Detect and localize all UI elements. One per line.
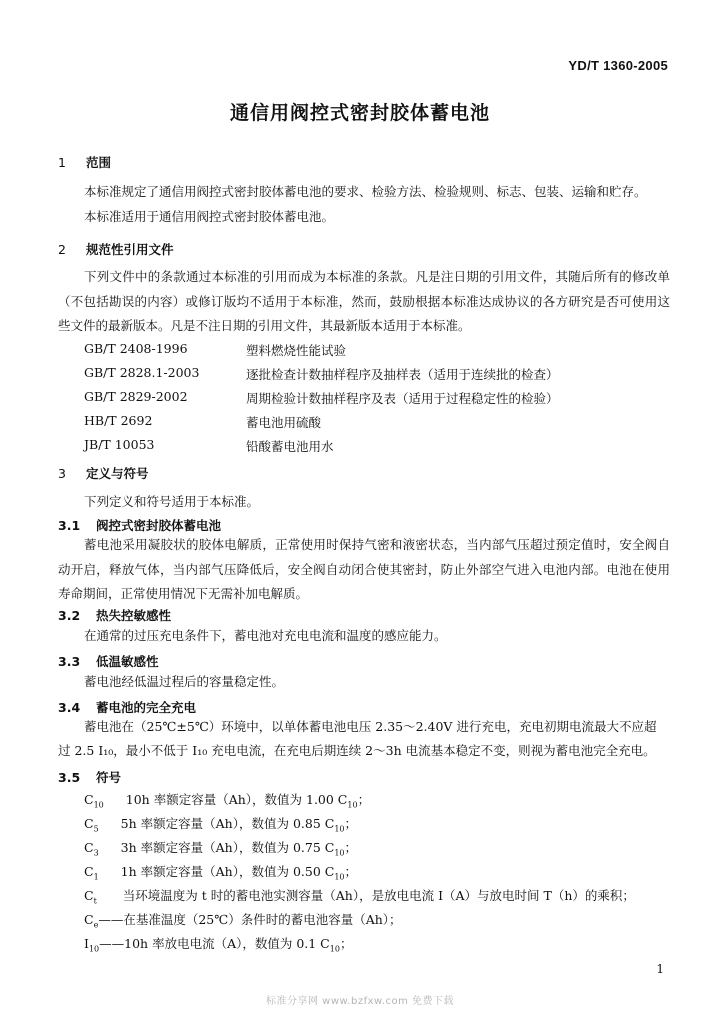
section-3-3-paragraph: 蓄电池经低温过程后的容量稳定性。 [84, 674, 285, 689]
reference-code: GB/T 2408-1996 [84, 341, 188, 356]
symbol-definition: $C_5$ 5h 率额定容量（Ah），数值为 0.85 $C_{10}$； [84, 816, 358, 834]
section-3-heading: 3 定义与符号 [58, 466, 149, 481]
section-3-4-heading: 3.4 蓄电池的完全充电 [58, 700, 197, 715]
reference-name: 周期检验计数抽样程序及表（适用于过程稳定性的检验） [246, 391, 559, 406]
reference-name: 塑料燃烧性能试验 [246, 343, 347, 358]
section-3-2-heading: 3.2 热失控敏感性 [58, 608, 172, 623]
watermark-footer: 标准分享网 www.bzfxw.com 免费下载 [266, 996, 454, 1007]
symbol-definition: $C_t$ 当环境温度为 t 时的蓄电池实测容量（Ah），是放电电流 I（A）与放电时间 T（h）的乘积； [84, 888, 635, 906]
reference-name: 逐批检查计数抽样程序及抽样表（适用于连续批的检查） [246, 367, 559, 382]
reference-code: GB/T 2828.1-2003 [84, 365, 200, 380]
reference-code: HB/T 2692 [84, 413, 153, 428]
section-3-4-line-2: 过 2.5 I₁₀，最小不低于 I₁₀ 充电电流，在充电后期连续 2～3h 电流基本稳定不变，则视为蓄电池完全充电。 [58, 743, 656, 758]
symbol-definition: $C_1$ 1h 率额定容量（Ah），数值为 0.50 $C_{10}$； [84, 864, 358, 882]
section-3-2-paragraph: 在通常的过压充电条件下，蓄电池对充电电流和温度的感应能力。 [84, 628, 447, 643]
section-3-3-heading: 3.3 低温敏感性 [58, 654, 159, 669]
section-2-heading: 2 规范性引用文件 [58, 242, 174, 257]
section-1-heading: 1 范围 [58, 155, 112, 170]
section-3-4-line-1: 蓄电池在（25℃±5℃）环境中，以单体蓄电池电压 2.35～2.40V 进行充电，充电初期电流最大不应超 [84, 719, 657, 734]
section-2-paragraph: 下列文件中的条款通过本标准的引用而成为本标准的条款。凡是注日期的引用文件，其随后所有的修改单（不包括勘误的内容）或修订版均不适用于本标准，然而，鼓励根据本标准达成协议的各方研究是否可使用这些文件的最新版本。凡是不注日期的引用文件，其最新版本适用于本标准。 [58, 269, 670, 333]
symbol-definition: $I_{10}——10h$ 率放电电流（A），数值为 0.1 $C_{10}$； [84, 936, 353, 954]
symbol-definition: $C_3$ 3h 率额定容量（Ah），数值为 0.75 $C_{10}$； [84, 840, 358, 858]
section-3-1-heading: 3.1 阀控式密封胶体蓄电池 [58, 518, 222, 533]
symbol-definition: $C_e——$在基准温度（25℃）条件时的蓄电池容量（Ah）； [84, 912, 402, 930]
reference-name: 铅酸蓄电池用水 [246, 439, 334, 454]
reference-name: 蓄电池用硫酸 [246, 415, 322, 430]
section-3-5-heading: 3.5 符号 [58, 770, 122, 785]
document-title: 通信用阀控式密封胶体蓄电池 [229, 102, 490, 124]
reference-code: JB/T 10053 [84, 437, 155, 452]
section-1-line-1: 本标准规定了通信用阀控式密封胶体蓄电池的要求、检验方法、检验规则、标志、包装、运输和贮存。 [84, 184, 647, 199]
section-3-intro: 下列定义和符号适用于本标准。 [84, 494, 260, 509]
page-number: 1 [656, 962, 664, 976]
standard-number: YD/T 1360-2005 [568, 58, 668, 73]
reference-code: GB/T 2829-2002 [84, 389, 188, 404]
symbol-definition: $C_{10}$ 10h 率额定容量（Ah），数值为 1.00 $C_{10}$； [84, 792, 371, 810]
section-1-line-2: 本标准适用于通信用阀控式密封胶体蓄电池。 [84, 209, 335, 224]
section-3-1-paragraph: 蓄电池采用凝胶状的胶体电解质，正常使用时保持气密和液密状态，当内部气压超过预定值时，安全阀自动开启，释放气体，当内部气压降低后，安全阀自动闭合使其密封，防止外部空气进入电池内部。电池在使用寿命期间，正常使用情况下无需补加电解质。 [58, 537, 670, 601]
